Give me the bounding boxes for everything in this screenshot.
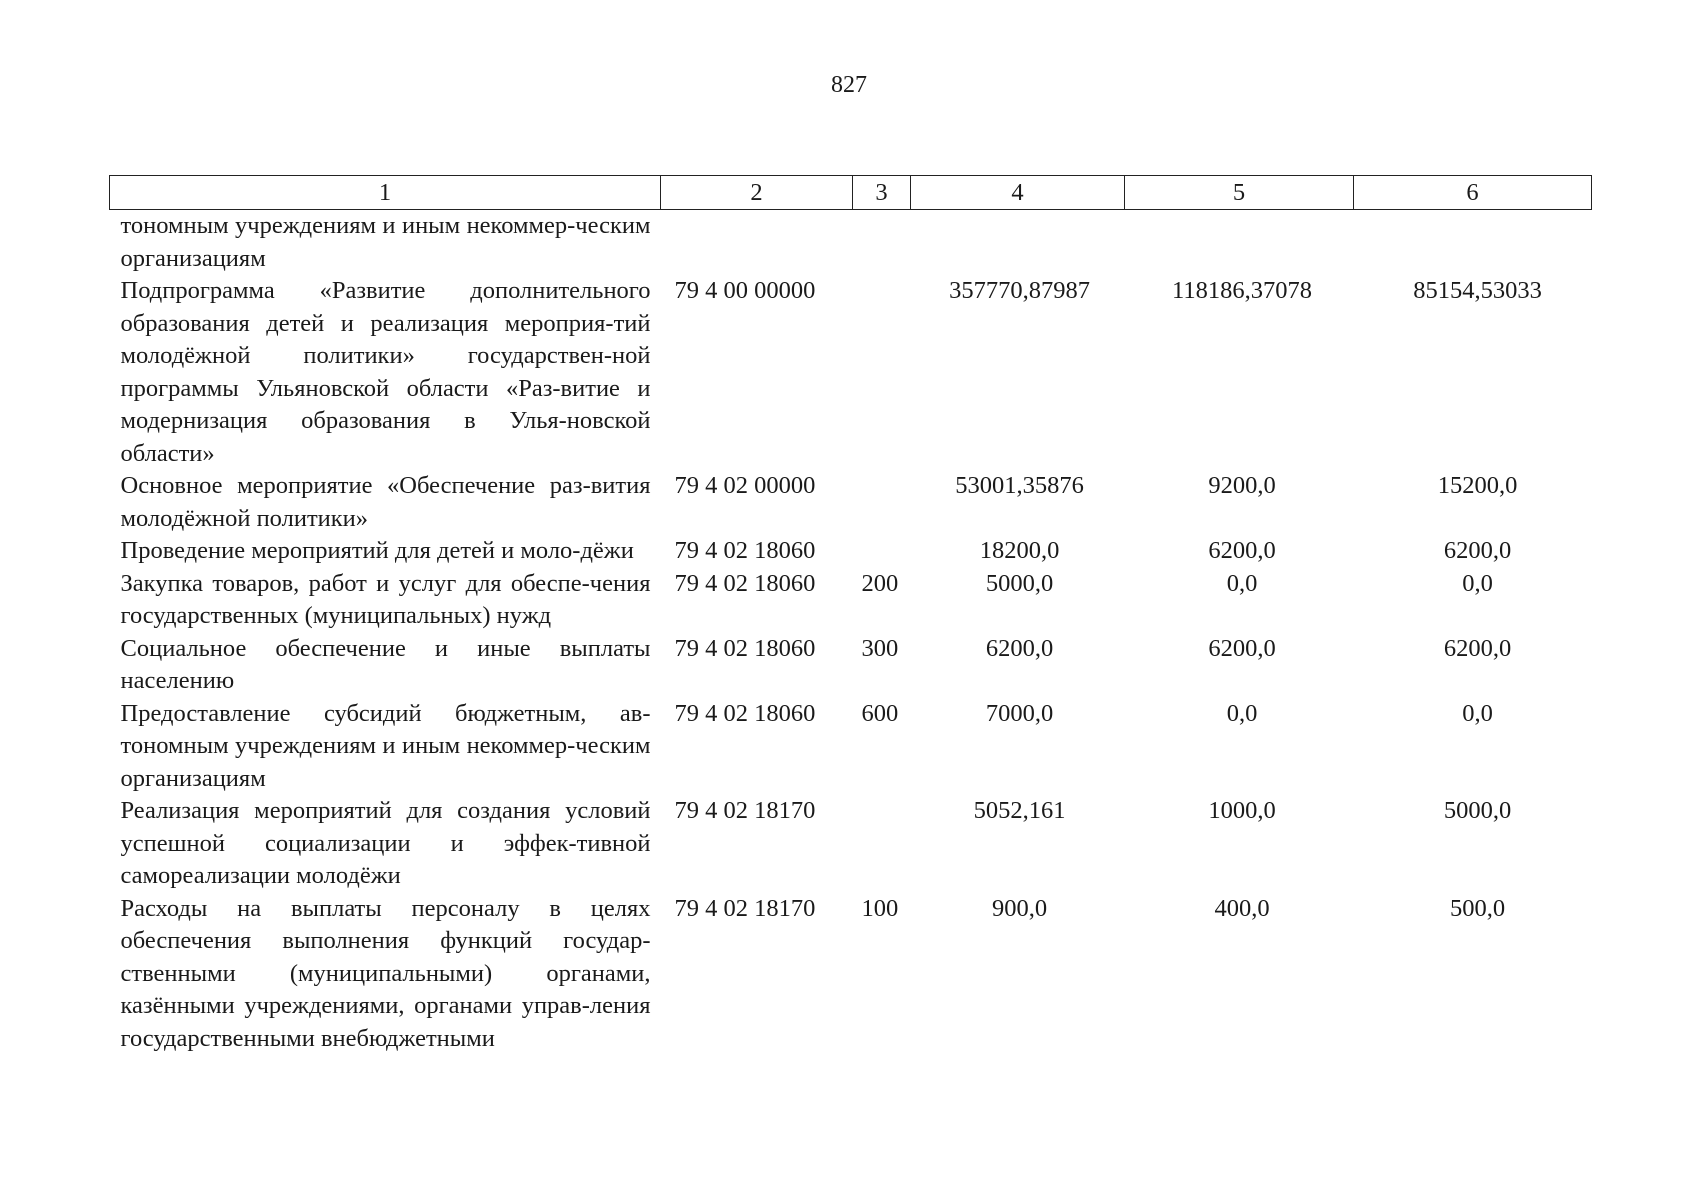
table-row (110, 633, 1592, 698)
row-code-cell: 79 4 00 00000 (674, 277, 816, 304)
row-code-cell: 79 4 02 18060 (674, 537, 816, 564)
row-value-col4-cell: 5000,0 (985, 569, 1054, 597)
row-value-col6-cell: 15200,0 (1437, 472, 1518, 499)
table-row (110, 698, 1592, 796)
budget-table (109, 175, 1592, 1055)
row-value-col4-cell: 6200,0 (985, 634, 1054, 662)
row-value-col4-cell (911, 210, 1125, 276)
row-code-cell: 79 4 02 18170 (674, 894, 816, 922)
row-value-col5-cell: 1000,0 (1208, 797, 1276, 824)
header-col-3: 3 (853, 176, 911, 210)
header-col-5: 5 (1125, 176, 1354, 210)
row-value-col5-cell: 0,0 (1226, 569, 1258, 597)
row-expense-type-cell (853, 210, 911, 276)
row-value-col6-cell: 6200,0 (1443, 537, 1512, 564)
row-code-cell: 79 4 02 18170 (674, 797, 816, 824)
table-row (110, 210, 1592, 276)
row-expense-type-cell (853, 795, 911, 893)
row-code-cell: 79 4 02 18060 (674, 699, 816, 727)
header-col-1: 1 (110, 176, 661, 210)
row-value-col5-cell (1125, 210, 1354, 276)
row-value-col5-cell: 9200,0 (1208, 472, 1276, 499)
row-value-col5-cell: 6200,0 (1208, 634, 1276, 662)
row-value-col5-cell: 118186,37078 (1172, 277, 1312, 304)
table-row (110, 470, 1592, 535)
table-row (110, 535, 1592, 568)
table-row (110, 275, 1592, 470)
row-value-col5-cell: 6200,0 (1208, 537, 1276, 564)
page-number (0, 70, 1698, 100)
header-col-2: 2 (661, 176, 853, 210)
row-expense-type-cell: 600 (861, 699, 899, 727)
row-value-col4-cell: 900,0 (991, 894, 1048, 922)
row-value-col5-cell: 400,0 (1214, 894, 1270, 922)
row-name-cell: Подпрограмма «Развитие дополнительного образования детей и реализация мероприя-тий молодёжной политики» государствен-ной программы Ульяновской области «Раз-витие и модернизация образования в Улья-новской области» (120, 277, 651, 467)
row-value-col4-cell: 7000,0 (985, 699, 1054, 727)
row-value-col6-cell (1354, 210, 1592, 276)
row-code-cell: 79 4 02 18060 (674, 634, 816, 662)
row-name-cell: тономным учреждениям и иным некоммер-ческим организациям (120, 212, 651, 272)
row-name-cell: Закупка товаров, работ и услуг для обеспе-чения государственных (муниципальных) нужд (120, 569, 651, 629)
header-row (110, 176, 1592, 210)
table-body (110, 210, 1592, 1056)
row-value-col4-cell: 357770,87987 (949, 277, 1090, 304)
row-value-col6-cell: 85154,53033 (1413, 277, 1542, 304)
row-code-cell (661, 210, 853, 276)
row-expense-type-cell (853, 470, 911, 535)
row-name-cell: Социальное обеспечение и иные выплаты населению (120, 634, 651, 694)
row-value-col6-cell: 0,0 (1462, 569, 1493, 597)
header-col-4: 4 (911, 176, 1125, 210)
row-value-col5-cell: 0,0 (1226, 699, 1258, 727)
row-expense-type-cell: 200 (861, 569, 899, 597)
row-code-cell: 79 4 02 00000 (674, 472, 816, 499)
page-number-text: 827 (831, 72, 867, 98)
row-name-cell: Предоставление субсидий бюджетным, ав-тономным учреждениям и иным некоммер-ческим организациям (120, 699, 651, 792)
row-code-cell: 79 4 02 18060 (674, 569, 816, 597)
row-value-col4-cell: 18200,0 (979, 537, 1060, 564)
table-row (110, 568, 1592, 633)
row-name-cell: Проведение мероприятий для детей и моло-дёжи (120, 537, 634, 564)
row-value-col4-cell: 5052,161 (973, 797, 1066, 824)
row-name-cell: Расходы на выплаты персоналу в целях обеспечения выполнения функций государ-ственными (муниципальными) органами, казёнными учреждениями, органами управ-ления государственными внебюджетными (120, 894, 651, 1052)
row-expense-type-cell (853, 275, 911, 470)
row-expense-type-cell: 300 (861, 634, 899, 662)
row-expense-type-cell (853, 535, 911, 568)
row-value-col6-cell: 500,0 (1449, 894, 1506, 922)
table-header (110, 176, 1592, 210)
row-expense-type-cell: 100 (861, 894, 899, 922)
row-value-col6-cell: 5000,0 (1443, 797, 1512, 824)
row-value-col6-cell: 6200,0 (1443, 634, 1512, 662)
row-value-col6-cell: 0,0 (1462, 699, 1493, 727)
row-name-cell: Основное мероприятие «Обеспечение раз-вития молодёжной политики» (120, 472, 651, 532)
row-value-col4-cell: 53001,35876 (955, 472, 1084, 499)
row-name-cell: Реализация мероприятий для создания условий успешной социализации и эффек-тивной самореализации молодёжи (120, 797, 651, 889)
table-row (110, 795, 1592, 893)
header-col-6: 6 (1354, 176, 1592, 210)
table-row (110, 893, 1592, 1056)
